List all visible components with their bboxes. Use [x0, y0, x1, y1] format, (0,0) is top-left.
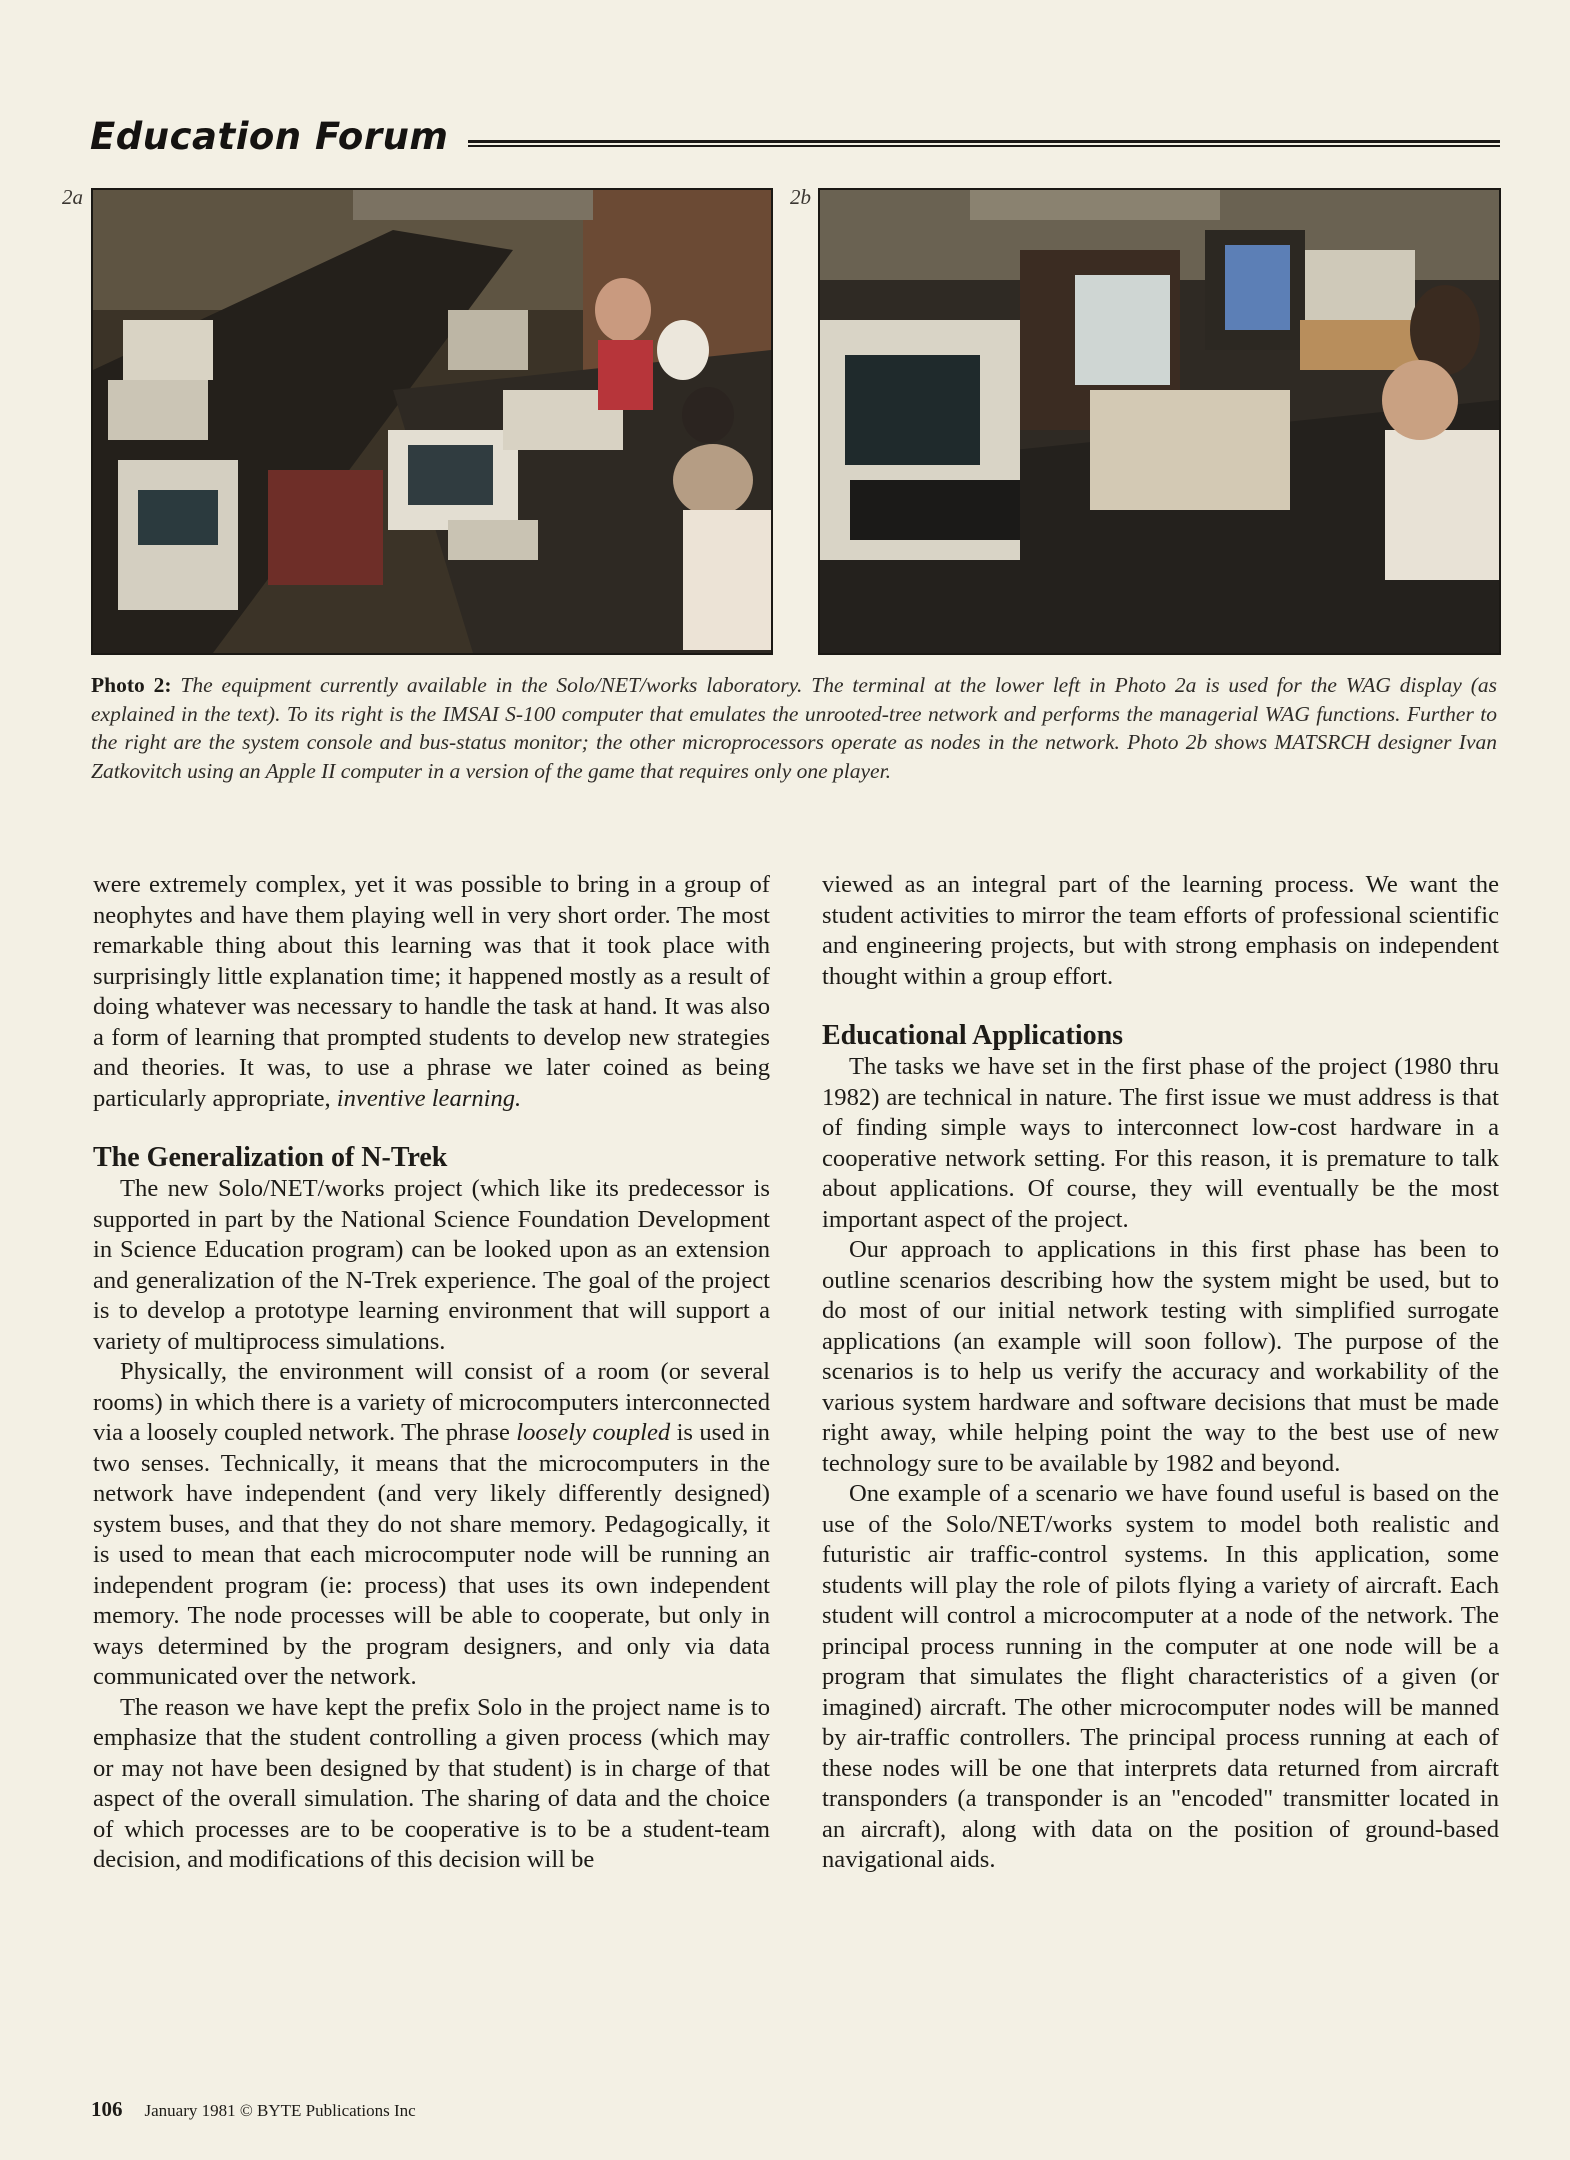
header-rule: [468, 140, 1500, 147]
right-column: [822, 870, 1499, 1876]
right-paragraph-3: Our approach to applications in this first phase has been to outline scenarios describing how the system might be used, but to do most of our initial network testing with simplified surrogate applications (an example will soon follow). The purpose of the scenarios is to help us verify the accuracy and workability of the various system hardware and software decisions that must be made right away, while helping point the way to the best use of new technology sure to be available by 1982 and beyond.: [822, 1236, 1499, 1477]
right-paragraph-2: The tasks we have set in the first phase of the project (1980 thru 1982) are technical in nature. The first issue we must address is that of finding simple ways to interconnect low-cost hardware in a cooperative network setting. For this reason, it is premature to talk about applications. Of course, they will eventually be the most important aspect of the project.: [822, 1053, 1499, 1233]
left-paragraph-4: The reason we have kept the prefix Solo in the project name is to emphasize that the student controlling a given process (which may or may not have been designed by that student) is in charge of that aspect of the overall simulation. The sharing of data and the choice of which processes are to be cooperative is to be a student-team decision, and modifications of this decision will be: [93, 1693, 770, 1873]
inventive-learning-phrase: inventive learning.: [336, 1084, 522, 1112]
photo-2b-image: [820, 190, 1499, 653]
left-paragraph-2: The new Solo/NET/works project (which like its predecessor is supported in part by the National Science Foundation Development in Science Education program) can be looked upon as an extension and generalization of the N-Trek experience. The goal of the project is to develop a prototype learning environment that will support a variety of multiprocess simulations.: [93, 1175, 770, 1355]
photo-caption: [91, 671, 1497, 785]
left-paragraph-3: [93, 1357, 770, 1693]
photo-2a: [91, 188, 773, 655]
photo-2a-image: [93, 190, 771, 653]
heading-generalization: The Generalization of N-Trek: [93, 1142, 448, 1173]
section-title: Education Forum: [90, 114, 449, 158]
right-paragraph-4: One example of a scenario we have found useful is based on the use of the Solo/NET/works system to model both realistic and futuristic air traffic-control systems. In this application, some students will play the role of pilots flying a variety of aircraft. Each student will control a microcomputer at a node of the network. The principal process running in the computer at one node will be a program that simulates the flight characteristics of a given (or imagined) aircraft. The other microcomputer nodes will be manned by air-traffic controllers. The principal process running at each of these nodes will be one that interprets data returned from aircraft transponders (a transponder is an "encoded" transmitter located in an aircraft), along with data on the position of ground-based navigational aids.: [822, 1480, 1499, 1873]
left-paragraph-3-text-b: is used in two senses. Technically, it means that the microcomputers in the network have independent (and very likely differently designed) system buses, and that they do not share memory. Pedagogically, it is used to mean that each microcomputer node will be running an independent program (ie: process) that uses its own independent memory. The node processes will be able to cooperate, but only in ways determined by the program designers, and only via data communicated over the network.: [93, 1419, 770, 1690]
caption-text: The equipment currently available in the Solo/NET/works laboratory. The terminal at the lower left in Photo 2a is used for the WAG display (as explained in the text). To its right is the IMSAI S-100 computer that emulates the unrooted-tree network and performs the managerial WAG functions. Further to the right are the system console and bus-status monitor; the other microprocessors operate as nodes in the network. Photo 2b shows MATSRCH designer Ivan Zatkovitch using an Apple II computer in a version of the game that requires only one player.: [91, 673, 1497, 783]
left-paragraph-1: [93, 870, 770, 1114]
page-number: 106: [91, 2097, 123, 2121]
loosely-coupled-phrase: loosely coupled: [516, 1419, 671, 1446]
left-paragraph-3-text-a: Physically, the environment will consist of a room (or several rooms) in which there is a variety of microcomputers interconnected via a loosely coupled network. The phrase: [93, 1358, 770, 1446]
section-header: [90, 108, 1500, 164]
photo-2b-label: 2b: [790, 185, 811, 209]
page-footer: [91, 2097, 416, 2122]
caption-lead: Photo 2:: [91, 673, 172, 697]
heading-applications: Educational Applications: [822, 1020, 1124, 1051]
left-column: [93, 870, 770, 1876]
photo-2b: [818, 188, 1501, 655]
left-paragraph-1-text: were extremely complex, yet it was possible to bring in a group of neophytes and have them playing well in very short order. The most remarkable thing about this learning was that it took place with surprisingly little explanation time; it happened mostly as a result of doing whatever was necessary to handle the task at hand. It was also a form of learning that prompted students to develop new strategies and theories. It was, to use a phrase we later coined as being particularly appropriate,: [93, 871, 770, 1112]
issue-info: January 1981 © BYTE Publications Inc: [144, 2101, 416, 2120]
photo-2a-label: 2a: [62, 185, 83, 209]
right-paragraph-1: viewed as an integral part of the learning process. We want the student activities to mirror the team efforts of professional scientific and engineering projects, but with strong emphasis on independent thought within a group effort.: [822, 871, 1499, 990]
